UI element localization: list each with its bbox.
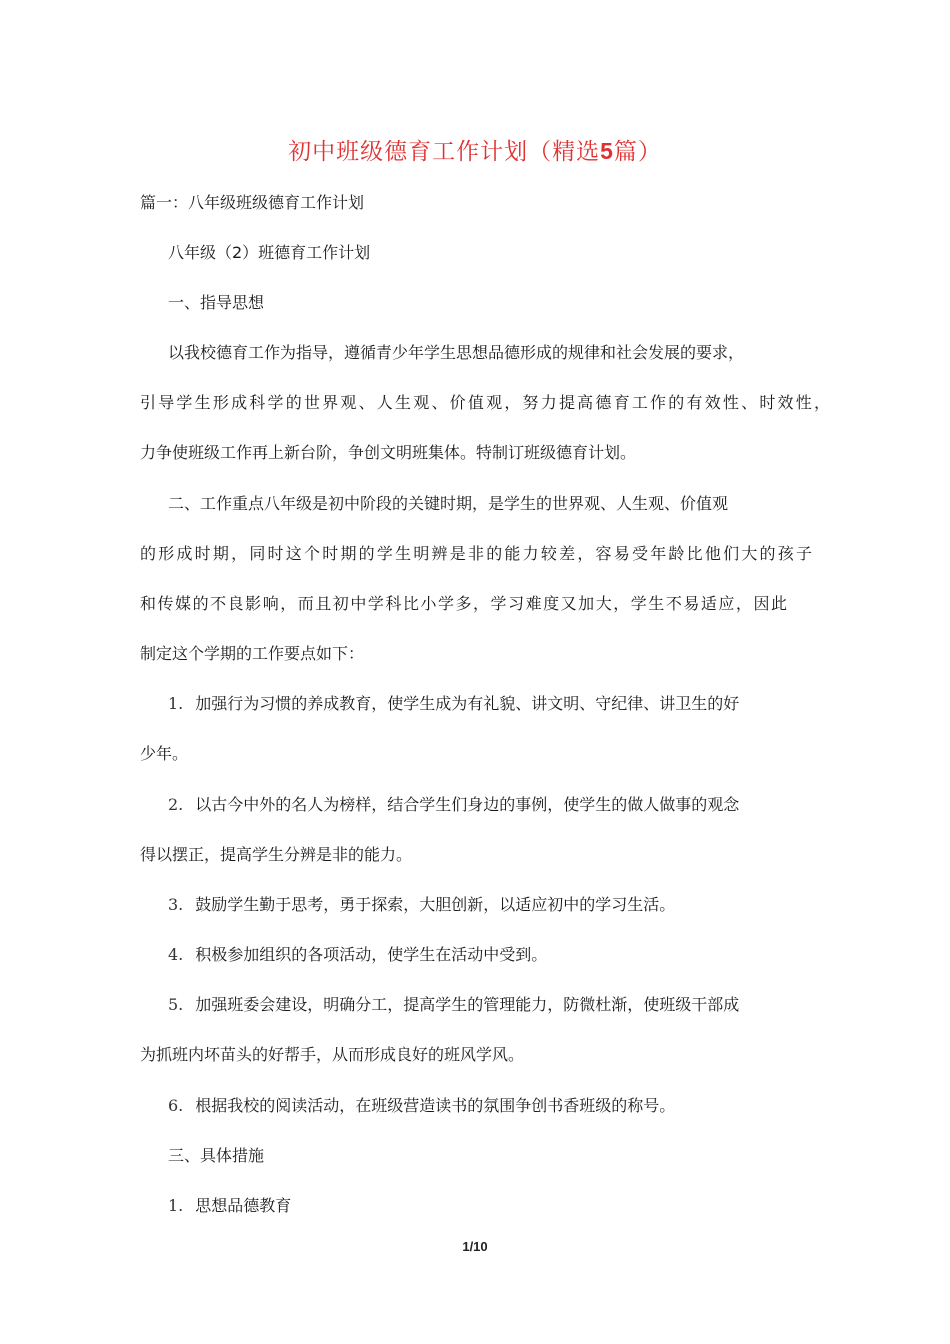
list-item-text: 以古今中外的名人为榜样，结合学生们身边的事例，使学生的做人做事的观念 [195, 795, 740, 814]
list-item-text: 加强班委会建设，明确分工，提高学生的管理能力，防微杜渐，使班级干部成 [195, 995, 740, 1014]
paragraph-line: 制定这个学期的工作要点如下： [140, 644, 365, 663]
paragraph-line: 少年。 [140, 744, 189, 763]
section-heading-1: 一、指导思想 [168, 293, 265, 312]
list-number: 1. [168, 694, 184, 713]
page-number: 1/10 [462, 1239, 488, 1254]
paragraph-line: 二、工作重点八年级是初中阶段的关键时期，是学生的世界观、人生观、价值观 [168, 494, 729, 513]
list-item [168, 693, 858, 715]
paragraph-line: 为抓班内坏苗头的好帮手，从而形成良好的班风学风。 [140, 1045, 525, 1064]
list-item [168, 1095, 858, 1117]
list-number: 1. [168, 1196, 184, 1215]
document-title [0, 133, 950, 166]
title-number: 5 [600, 138, 614, 164]
list-item [168, 944, 858, 966]
chapter-heading: 篇一：八年级班级德育工作计划 [140, 193, 365, 212]
list-item [168, 794, 858, 816]
list-number: 3. [168, 895, 184, 914]
list-item [168, 1195, 858, 1217]
section-heading-3: 三、具体措施 [168, 1146, 265, 1165]
list-number: 6. [168, 1096, 184, 1115]
paragraph-line: 得以摆正，提高学生分辨是非的能力。 [140, 845, 413, 864]
title-end: 篇） [613, 139, 662, 165]
paragraph-line: 力争使班级工作再上新台阶，争创文明班集体。特制订班级德育计划。 [140, 443, 637, 462]
list-number: 5. [168, 995, 184, 1014]
list-item-text: 积极参加组织的各项活动，使学生在活动中受到。 [195, 945, 548, 964]
list-number: 2. [168, 795, 184, 814]
list-item-text: 加强行为习惯的养成教育，使学生成为有礼貌、讲文明、守纪律、讲卫生的好 [195, 694, 740, 713]
list-item-text: 鼓励学生勤于思考，勇于探索，大胆创新，以适应初中的学习生活。 [195, 895, 676, 914]
paragraph-line: 的形成时期，同时这个时期的学生明辨是非的能力较差，容易受年龄比他们大的孩子 [140, 544, 812, 563]
paragraph-line: 和传媒的不良影响，而且初中学科比小学多，学习难度又加大，学生不易适应，因此 [140, 594, 787, 613]
paragraph-line: 引导学生形成科学的世界观、人生观、价值观，努力提高德育工作的有效性、时效性， [140, 393, 830, 412]
list-item-text: 根据我校的阅读活动，在班级营造读书的氛围争创书香班级的称号。 [195, 1096, 676, 1115]
list-item-text: 思想品德教育 [195, 1196, 292, 1215]
paragraph-line: 以我校德育工作为指导，遵循青少年学生思想品德形成的规律和社会发展的要求， [168, 343, 745, 362]
plan-subtitle: 八年级（2）班德育工作计划 [168, 243, 371, 262]
list-item [168, 994, 858, 1016]
title-text: 初中班级德育工作计划（精选 [288, 139, 601, 165]
list-item [168, 894, 858, 916]
list-number: 4. [168, 945, 184, 964]
